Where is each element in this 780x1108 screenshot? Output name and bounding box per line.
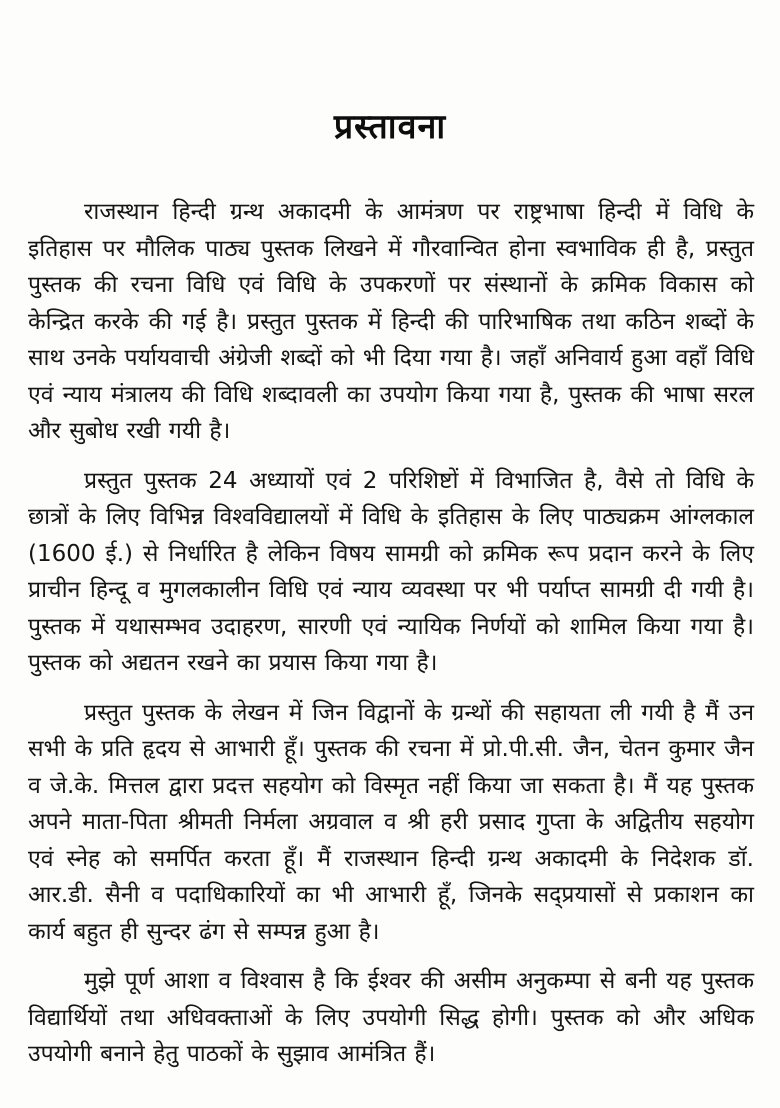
paragraph-2: प्रस्तुत पुस्तक 24 अध्यायों एवं 2 परिशिष्टों में विभाजित है, वैसे तो विधि के छात्रों के लिए विभिन्न विश्वविद्यालयों में विधि के इतिहास के लिए पाठ्यक्रम आंग्लकाल (1600 ई.) से निर्धारित है लेकिन विषय सामग्री को क्रमिक रूप प्रदान करने के लिए प्राचीन हिन्दू व मुगलकालीन विधि एवं न्याय व्यवस्था पर भी पर्याप्त सामग्री दी गयी है। पुस्तक में यथासम्भव उदाहरण, सारणी एवं न्यायिक निर्णयों को शामिल किया गया है। पुस्तक को अद्यतन रखने का प्रयास किया गया है।	[28, 467, 754, 676]
page-title: प्रस्तावना	[333, 107, 447, 147]
page-content	[0, 194, 780, 1073]
paragraph-4: मुझे पूर्ण आशा व विश्वास है कि ईश्वर की असीम अनुकम्पा से बनी यह पुस्तक विद्यार्थियों तथा अधिवक्ताओं के लिए उपयोगी सिद्ध होगी। पुस्तक को और अधिक उपयोगी बनाने हेतु पाठकों के सुझाव आमंत्रित हैं।	[28, 968, 754, 1067]
paragraph-1: राजस्थान हिन्दी ग्रन्थ अकादमी के आमंत्रण पर राष्ट्रभाषा हिन्दी में विधि के इतिहास पर मौलिक पाठ्य पुस्तक लिखने में गौरवान्वित होना स्वभाविक ही है, प्रस्तुत पुस्तक की रचना विधि एवं विधि के उपकरणों पर संस्थानों के क्रमिक विकास को केन्द्रित करके की गई है। प्रस्तुत पुस्तक में हिन्दी की पारिभाषिक तथा कठिन शब्दों के साथ उनके पर्यायवाची अंग्रेजी शब्दों को भी दिया गया है। जहाँ अनिवार्य हुआ वहाँ विधि एवं न्याय मंत्रालय की विधि शब्दावली का उपयोग किया गया है, पुस्तक की भाषा सरल और सुबोध रखी गयी है।	[28, 199, 754, 444]
paragraph-3: प्रस्तुत पुस्तक के लेखन में जिन विद्वानों के ग्रन्थों की सहायता ली गयी है मैं उन सभी के प्रति हृदय से आभारी हूँ। पुस्तक की रचना में प्रो.पी.सी. जैन, चेतन कुमार जैन व जे.के. मित्तल द्वारा प्रदत्त सहयोग को विस्मृत नहीं किया जा सकता है। मैं यह पुस्तक अपने माता-पिता श्रीमती निर्मला अग्रवाल व श्री हरी प्रसाद गुप्ता के अद्वितीय सहयोग एवं स्नेह को समर्पित करता हूँ। मैं राजस्थान हिन्दी ग्रन्थ अकादमी के निदेशक डॉ. आर.डी. सैनी व पदाधिकारियों का भी आभारी हूँ, जिनके सद्प्रयासों से प्रकाशन का कार्य बहुत ही सुन्दर ढंग से सम्पन्न हुआ है।	[28, 699, 754, 945]
